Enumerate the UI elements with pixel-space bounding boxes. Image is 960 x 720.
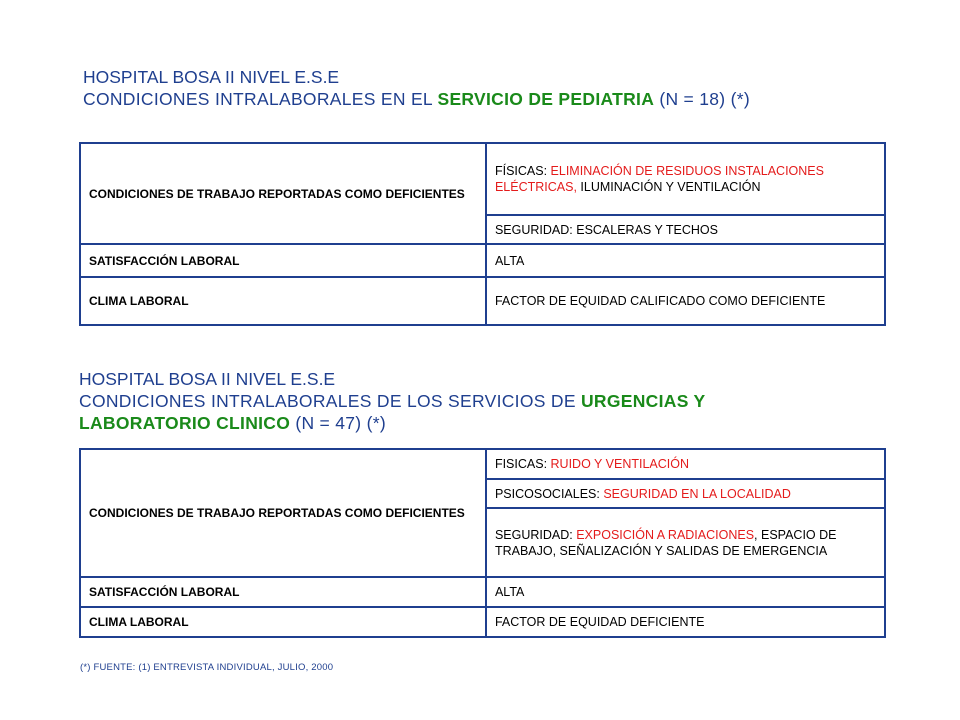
section2-psychosocial-prefix: PSICOSOCIALES: — [494, 486, 604, 501]
section1-title-line2-post: (N = 18) (*) — [654, 89, 750, 109]
section1-table — [79, 142, 886, 326]
section2-title-highlight-1: URGENCIAS Y — [580, 391, 706, 411]
section1-title-highlight: SERVICIO DE PEDIATRIA — [437, 89, 655, 109]
section1-climate-value: FACTOR DE EQUIDAD CALIFICADO COMO DEFICIENTE — [486, 277, 885, 325]
section1-physical-rest: ILUMINACIÓN Y VENTILACIÓN — [576, 180, 761, 194]
section1-title-line2 — [83, 88, 750, 110]
section2-psychosocial-red: SEGURIDAD EN LA LOCALIDAD — [603, 486, 791, 501]
section2-title-line1: HOSPITAL BOSA II NIVEL E.S.E — [79, 369, 336, 389]
section2-title-line3 — [79, 412, 706, 434]
section2-satisfaction-value: ALTA — [486, 577, 885, 607]
table-row — [80, 277, 885, 325]
section1-physical-red: ELIMINACIÓN DE RESIDUOS INSTALACIONES ELÉCTRICAS, — [494, 164, 824, 194]
section1-climate-label: CLIMA LABORAL — [80, 277, 486, 325]
section2-title — [79, 368, 706, 434]
section1-title-line1: HOSPITAL BOSA II NIVEL E.S.E — [83, 67, 340, 87]
footnote: (*) FUENTE: (1) ENTREVISTA INDIVIDUAL, JULIO, 2000 — [80, 662, 334, 673]
section1-physical-conditions-cell — [486, 143, 885, 215]
table-row — [80, 143, 885, 215]
section1-title-line2-pre: CONDICIONES INTRALABORALES EN EL — [83, 89, 438, 109]
section2-physical-cell — [486, 449, 885, 479]
table-row — [80, 449, 885, 479]
section2-title-line2-pre: CONDICIONES INTRALABORALES DE LOS SERVICIOS DE — [79, 391, 581, 411]
section2-table — [79, 448, 886, 638]
section2-title-line3-post: (N = 47) (*) — [290, 413, 386, 433]
section2-psychosocial-cell — [486, 479, 885, 508]
section2-climate-value: FACTOR DE EQUIDAD DEFICIENTE — [486, 607, 885, 637]
section2-safety-red: EXPOSICIÓN A RADIACIONES — [576, 527, 755, 542]
section2-safety-cell — [486, 508, 885, 577]
section2-title-highlight-2: LABORATORIO CLINICO — [79, 413, 291, 433]
section1-physical-prefix: FÍSICAS: — [494, 164, 551, 178]
section2-physical-prefix: FISICAS: — [494, 457, 551, 471]
table-row — [80, 244, 885, 277]
section1-safety-cell: SEGURIDAD: ESCALERAS Y TECHOS — [486, 215, 885, 244]
table-row — [80, 577, 885, 607]
section2-safety-prefix: SEGURIDAD: — [494, 527, 577, 542]
section2-deficient-conditions-label: CONDICIONES DE TRABAJO REPORTADAS COMO DEFICIENTES — [80, 449, 486, 577]
section1-title — [83, 66, 750, 110]
section1-deficient-conditions-label: CONDICIONES DE TRABAJO REPORTADAS COMO DEFICIENTES — [80, 143, 486, 244]
section2-safety-rest: , ESPACIO DE TRABAJO, SEÑALIZACIÓN Y SALIDAS DE EMERGENCIA — [494, 527, 837, 558]
section2-satisfaction-label: SATISFACCIÓN LABORAL — [80, 577, 486, 607]
section1-satisfaction-value: ALTA — [486, 244, 885, 277]
table-row — [80, 607, 885, 637]
section2-title-line2 — [79, 390, 706, 412]
section2-climate-label: CLIMA LABORAL — [80, 607, 486, 637]
section1-satisfaction-label: SATISFACCIÓN LABORAL — [80, 244, 486, 277]
section2-physical-red: RUIDO Y VENTILACIÓN — [550, 457, 689, 471]
